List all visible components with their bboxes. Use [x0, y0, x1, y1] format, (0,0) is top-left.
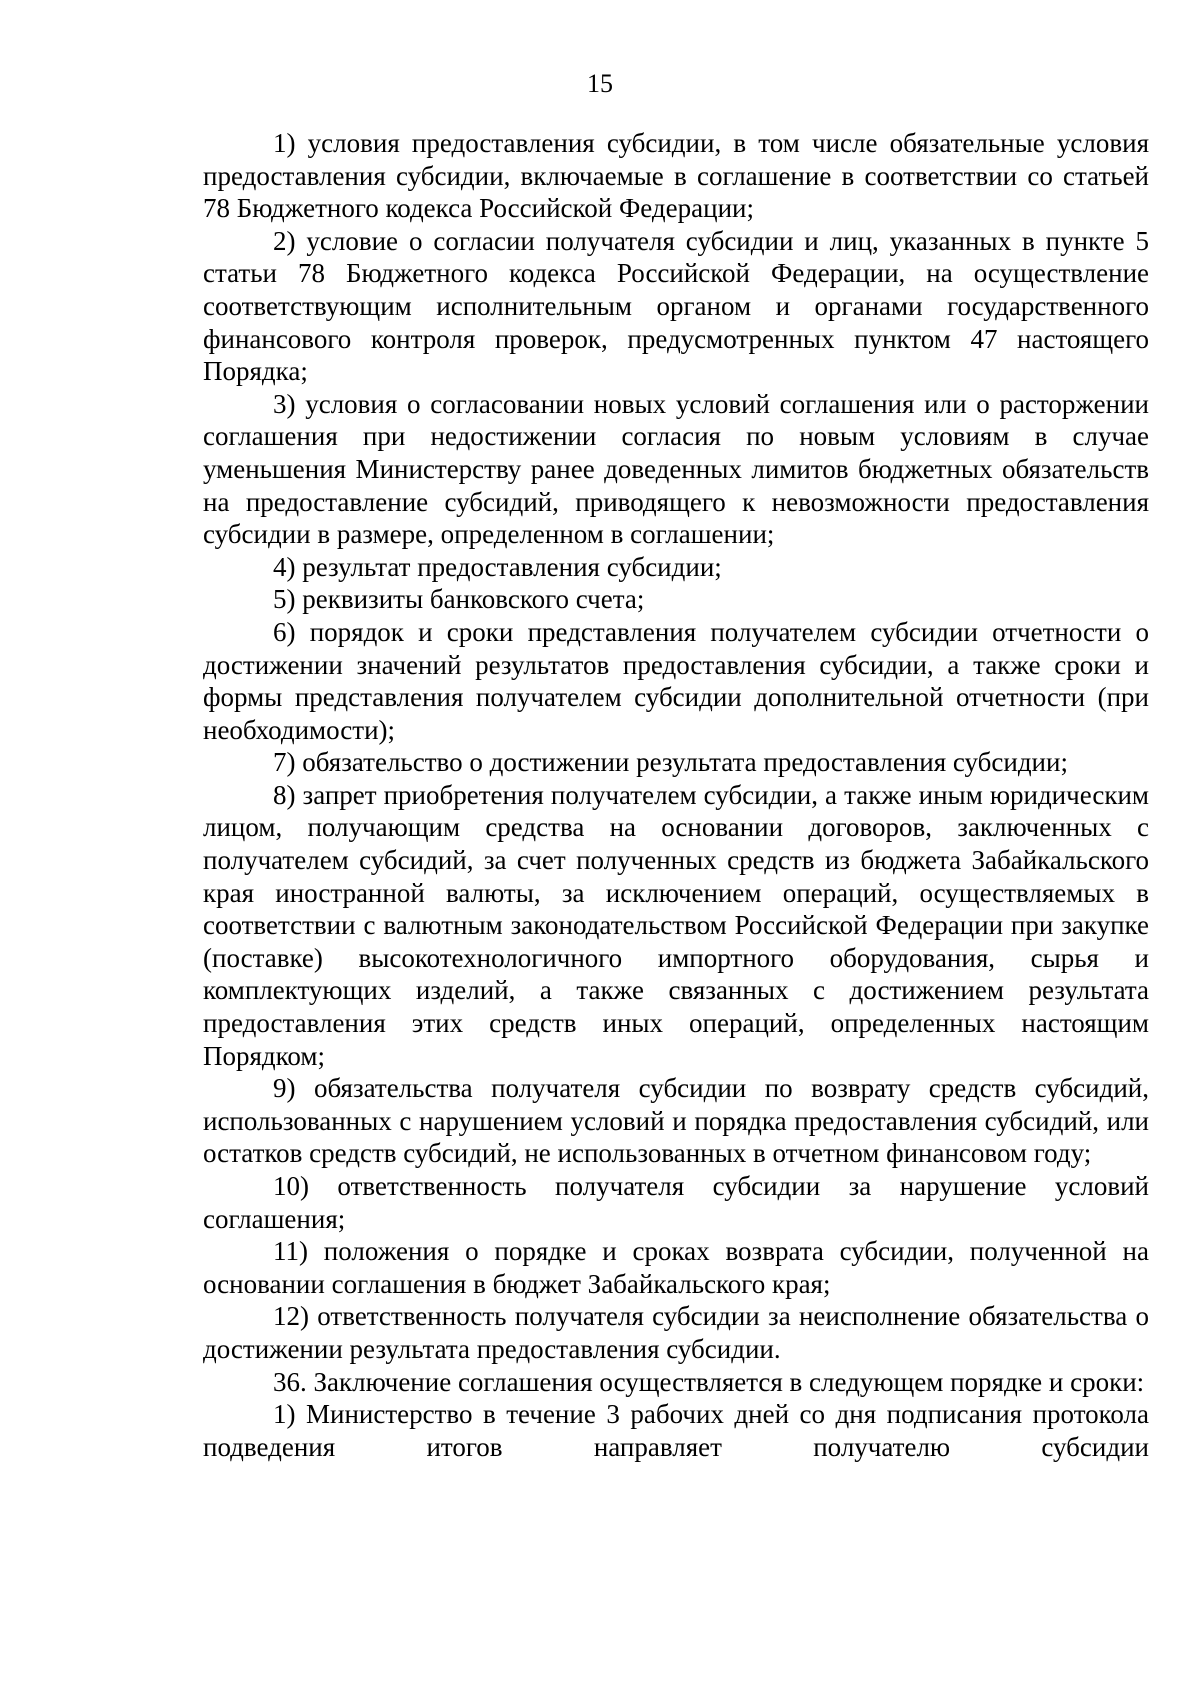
list-item: 8) запрет приобретения получателем субсидии, а также иным юридическим лицом, получающим средства на основании договоров, заключенных с получателем субсидий, за счет полученных средств из бюджета Забайкальского края иностранной валюты, за исключением операций, осуществляемых в соответствии с валютным законодательством Российской Федерации при закупке (поставке) высокотехнологичного импортного оборудования, сырья и комплектующих изделий, а также связанных с достижением результата предоставления этих средств иных операций, определенных настоящим Порядком;: [203, 779, 1149, 1071]
list-item: 3) условия о согласовании новых условий соглашения или о расторжении соглашения при недостижении согласия по новым условиям в случае уменьшения Министерству ранее доведенных лимитов бюджетных обязательств на предоставление субсидий, приводящего к невозможности предоставления субсидии в размере, определенном в соглашении;: [203, 388, 1149, 550]
document-body: [203, 127, 1149, 1463]
list-item: 1) условия предоставления субсидии, в том числе обязательные условия предоставления субсидии, включаемые в соглашение в соответствии со статьей 78 Бюджетного кодекса Российской Федерации;: [203, 128, 1149, 224]
list-item: 7) обязательство о достижении результата предоставления субсидии;: [273, 747, 1068, 778]
section-paragraph: 36. Заключение соглашения осуществляется в следующем порядке и сроки:: [273, 1366, 1145, 1397]
list-item: 11) положения о порядке и сроках возврата субсидии, полученной на основании соглашения в бюджет Забайкальского края;: [203, 1236, 1149, 1299]
list-item: 2) условие о согласии получателя субсидии и лиц, указанных в пункте 5 статьи 78 Бюджетного кодекса Российской Федерации, на осуществление соответствующим исполнительным органом и органами государственного финансового контроля проверок, предусмотренных пунктом 47 настоящего Порядка;: [203, 225, 1149, 387]
list-item: 1) Министерство в течение 3 рабочих дней со дня подписания протокола подведения итогов направляет получателю субсидии: [203, 1399, 1149, 1462]
list-item: 9) обязательства получателя субсидии по возврату средств субсидий, использованных с нарушением условий и порядка предоставления субсидий, или остатков средств субсидий, не использованных в отчетном финансовом году;: [203, 1073, 1149, 1169]
list-item: 6) порядок и сроки представления получателем субсидии отчетности о достижении значений результатов предоставления субсидии, а также сроки и формы представления получателем субсидии дополнительной отчетности (при необходимости);: [203, 616, 1149, 745]
list-item: 4) результат предоставления субсидии;: [273, 551, 722, 582]
list-item: 5) реквизиты банковского счета;: [273, 584, 645, 615]
list-item: 12) ответственность получателя субсидии за неисполнение обязательства о достижении результата предоставления субсидии.: [203, 1301, 1149, 1364]
page-number: 15: [587, 69, 613, 98]
list-item: 10) ответственность получателя субсидии за нарушение условий соглашения;: [203, 1171, 1149, 1234]
